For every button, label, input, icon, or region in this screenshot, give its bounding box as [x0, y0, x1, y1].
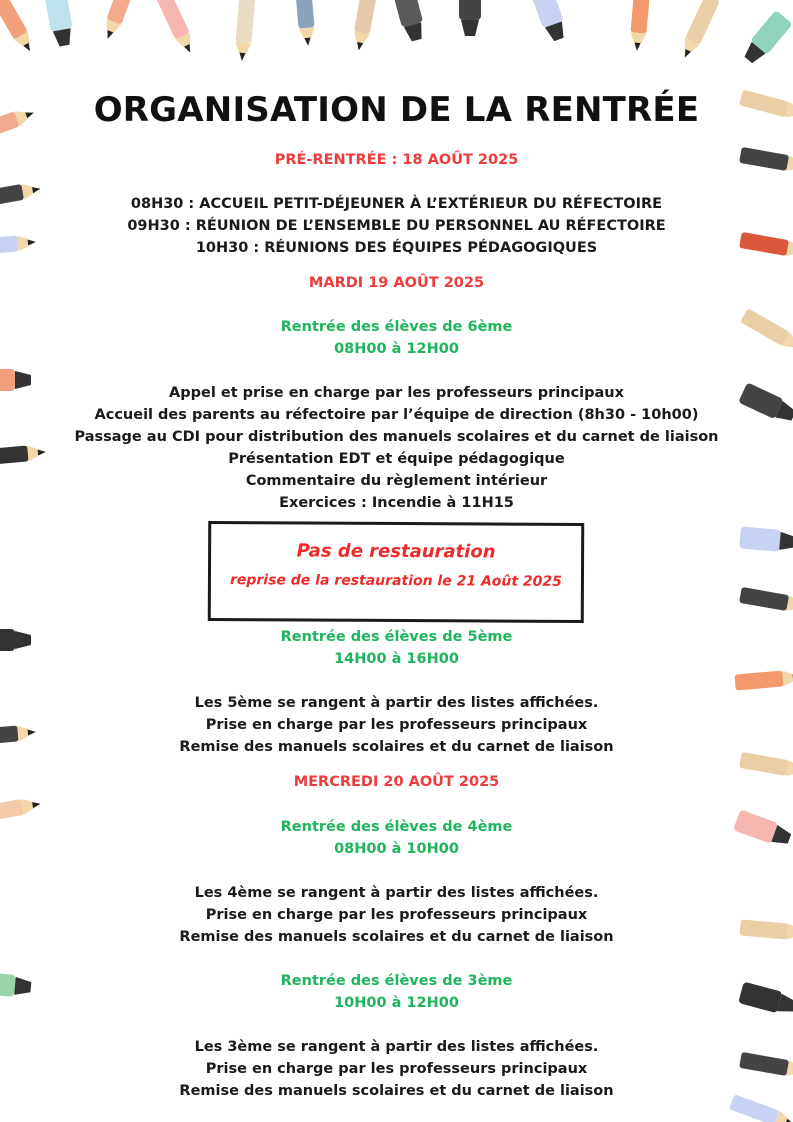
troisieme-time: 10H00 à 12H00	[334, 995, 459, 1011]
pre-rentree-line: 10H30 : RÉUNIONS DES ÉQUIPES PÉDAGOGIQUES	[195, 240, 598, 256]
quatrieme-line: Remise des manuels scolaires et du carnet de liaison	[179, 929, 614, 945]
sixieme-line: Exercices : Incendie à 11H15	[279, 495, 514, 511]
sixieme-line: Accueil des parents au réfectoire par l’équipe de direction (8h30 - 10h00)	[94, 407, 699, 423]
pre-rentree-heading: PRÉ-RENTRÉE : 18 AOÛT 2025	[274, 152, 519, 168]
restauration-notice-title: Pas de restauration	[296, 540, 496, 563]
pre-rentree-line: 08H30 : ACCUEIL PETIT-DÉJEUNER À L’EXTÉRIEUR DU RÉFECTOIRE	[130, 196, 663, 212]
sixieme-line: Présentation EDT et équipe pédagogique	[228, 451, 565, 467]
restauration-notice-subtitle: reprise de la restauration le 21 Août 2025	[229, 572, 562, 590]
quatrieme-line: Les 4ème se rangent à partir des listes affichées.	[194, 885, 599, 901]
cinquieme-title: Rentrée des élèves de 5ème	[280, 629, 513, 645]
cinquieme-line: Remise des manuels scolaires et du carnet de liaison	[179, 739, 614, 755]
sixieme-line: Commentaire du règlement intérieur	[245, 473, 548, 489]
cinquieme-line: Prise en charge par les professeurs principaux	[205, 717, 588, 733]
sixieme-line: Passage au CDI pour distribution des manuels scolaires et du carnet de liaison	[74, 429, 719, 445]
mardi-heading: MARDI 19 AOÛT 2025	[308, 275, 485, 291]
quatrieme-title: Rentrée des élèves de 4ème	[280, 819, 513, 835]
restauration-notice-box	[208, 521, 585, 623]
sixieme-title: Rentrée des élèves de 6ème	[280, 319, 513, 335]
cinquieme-time: 14H00 à 16H00	[334, 651, 459, 667]
troisieme-line: Les 3ème se rangent à partir des listes affichées.	[194, 1039, 599, 1055]
sixieme-line: Appel et prise en charge par les professeurs principaux	[169, 385, 624, 401]
cinquieme-line: Les 5ème se rangent à partir des listes affichées.	[194, 695, 599, 711]
troisieme-title: Rentrée des élèves de 3ème	[280, 973, 513, 989]
quatrieme-time: 08H00 à 10H00	[334, 841, 459, 857]
sixieme-time: 08H00 à 12H00	[334, 341, 459, 357]
page-title: ORGANISATION DE LA RENTRÉE	[93, 90, 700, 130]
quatrieme-line: Prise en charge par les professeurs principaux	[205, 907, 588, 923]
troisieme-line: Remise des manuels scolaires et du carnet de liaison	[179, 1083, 614, 1099]
pre-rentree-line: 09H30 : RÉUNION DE L’ENSEMBLE DU PERSONNEL AU RÉFECTOIRE	[127, 218, 666, 234]
mercredi-heading: MERCREDI 20 AOÛT 2025	[293, 774, 500, 790]
troisieme-line: Prise en charge par les professeurs principaux	[205, 1061, 588, 1077]
